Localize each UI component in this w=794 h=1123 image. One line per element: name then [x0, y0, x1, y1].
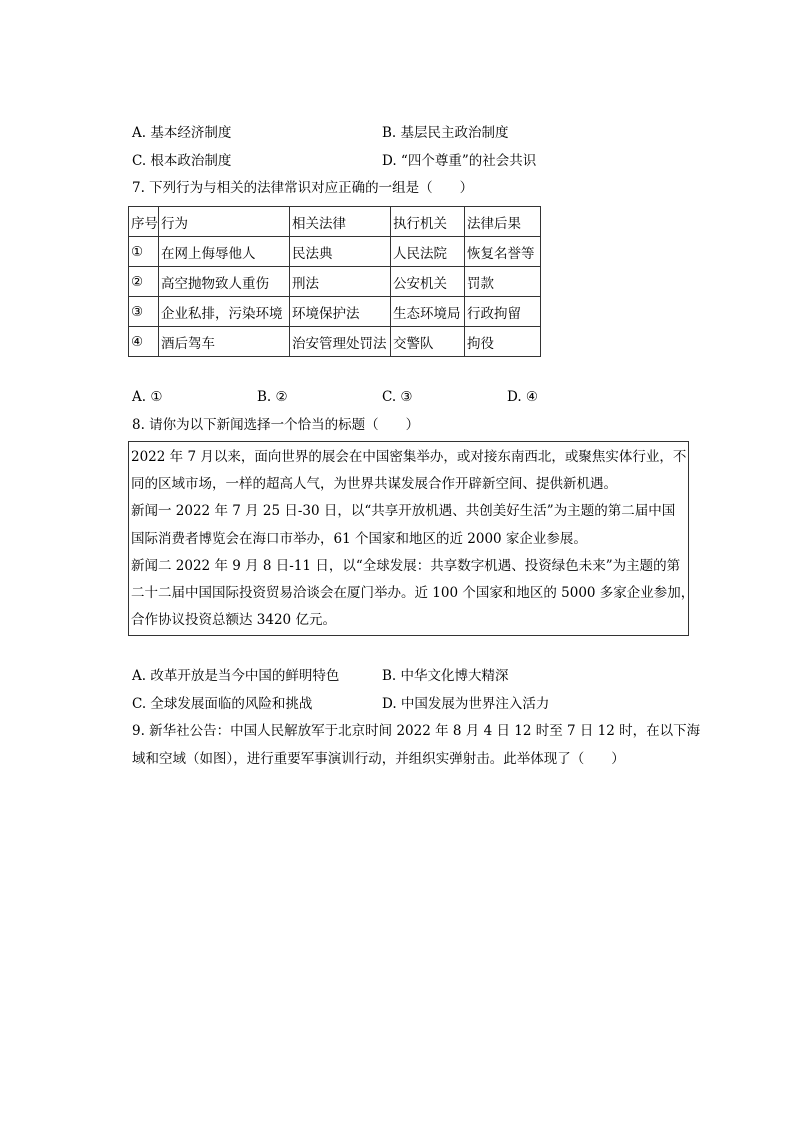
- q6-option-b[interactable]: B. 基层民主政治制度: [382, 125, 509, 141]
- table-cell: 行政拘留: [465, 297, 541, 327]
- q7-option-a[interactable]: A. ①: [132, 389, 163, 405]
- table-cell: 拘役: [465, 327, 541, 357]
- table-cell: 民法典: [290, 237, 391, 267]
- q6-option-c[interactable]: C. 根本政治制度: [132, 153, 232, 169]
- table-row: [129, 267, 541, 297]
- q8-option-c[interactable]: C. 全球发展面临的风险和挑战: [132, 696, 313, 712]
- table-cell: 在网上侮辱他人: [159, 237, 290, 267]
- q8-option-a[interactable]: A. 改革开放是当今中国的鲜明特色: [132, 668, 340, 684]
- q7-option-c[interactable]: C. ③: [382, 389, 413, 405]
- news-line: 合作协议投资总额达 3420 亿元。: [131, 612, 336, 628]
- table-cell: 生态环境局: [391, 297, 465, 327]
- table-row: [129, 327, 541, 357]
- table-cell: ②: [129, 267, 159, 297]
- header-cell: 相关法律: [290, 207, 391, 237]
- news-line: 新闻二 2022 年 9 月 8 日-11 日，以“全球发展：共享数字机遇、投资绿色未来”为主题的第: [131, 558, 681, 574]
- table-cell: ③: [129, 297, 159, 327]
- news-line: 同的区域市场，一样的超高人气，为世界共谋发展合作开辟新空间、提供新机遇。: [131, 476, 617, 492]
- header-cell: 法律后果: [465, 207, 541, 237]
- news-line: 2022 年 7 月以来，面向世界的展会在中国密集举办，或对接东南西北，或聚焦实体行业，不: [131, 449, 687, 465]
- law-table-header-row: [129, 207, 541, 237]
- table-row: [129, 297, 541, 327]
- header-cell: 行为: [159, 207, 290, 237]
- table-cell: 环境保护法: [290, 297, 391, 327]
- table-cell: 酒后驾车: [159, 327, 290, 357]
- news-line: 新闻一 2022 年 7 月 25 日-30 日，以“共享开放机遇、共创美好生活”为主题的第二届中国: [131, 503, 676, 519]
- news-box: [128, 441, 695, 636]
- news-line: 二十二届中国国际投资贸易洽谈会在厦门举办。近 100 个国家和地区的 5000 多家企业参加，: [131, 585, 695, 601]
- table-cell: 刑法: [290, 267, 391, 297]
- header-cell: 执行机关: [391, 207, 465, 237]
- q7-option-b[interactable]: B. ②: [257, 389, 288, 405]
- q7-option-d[interactable]: D. ④: [507, 389, 539, 405]
- q6-option-d[interactable]: D. “四个尊重”的社会共识: [382, 153, 537, 169]
- table-cell: 高空抛物致人重伤: [159, 267, 290, 297]
- law-table: [128, 206, 541, 357]
- news-line: 国际消费者博览会在海口市举办，61 个国家和地区的近 2000 家企业参展。: [131, 531, 587, 547]
- table-cell: 交警队: [391, 327, 465, 357]
- table-cell: 公安机关: [391, 267, 465, 297]
- table-cell: 恢复名誉等: [465, 237, 541, 267]
- q8-option-d[interactable]: D. 中国发展为世界注入活力: [382, 696, 550, 712]
- table-cell: 罚款: [465, 267, 541, 297]
- table-cell: 企业私排，污染环境: [159, 297, 290, 327]
- q6-option-a[interactable]: A. 基本经济制度: [132, 125, 232, 141]
- header-cell: 序号: [129, 207, 159, 237]
- table-row: [129, 237, 541, 267]
- q7-stem: 7. 下列行为与相关的法律常识对应正确的一组是（ ）: [132, 180, 474, 196]
- q8-option-b[interactable]: B. 中华文化博大精深: [382, 668, 509, 684]
- q9-stem-line2: 域和空域（如图），进行重要军事演训行动，并组织实弹射击。此举体现了（ ）: [132, 751, 625, 767]
- q8-stem: 8. 请你为以下新闻选择一个恰当的标题（ ）: [132, 417, 420, 433]
- table-cell: 人民法院: [391, 237, 465, 267]
- table-cell: ①: [129, 237, 159, 267]
- table-cell: 治安管理处罚法: [290, 327, 391, 357]
- table-cell: ④: [129, 327, 159, 357]
- q9-stem-line1: 9. 新华社公告：中国人民解放军于北京时间 2022 年 8 月 4 日 12 时至 7 日 12 时，在以下海: [132, 723, 701, 739]
